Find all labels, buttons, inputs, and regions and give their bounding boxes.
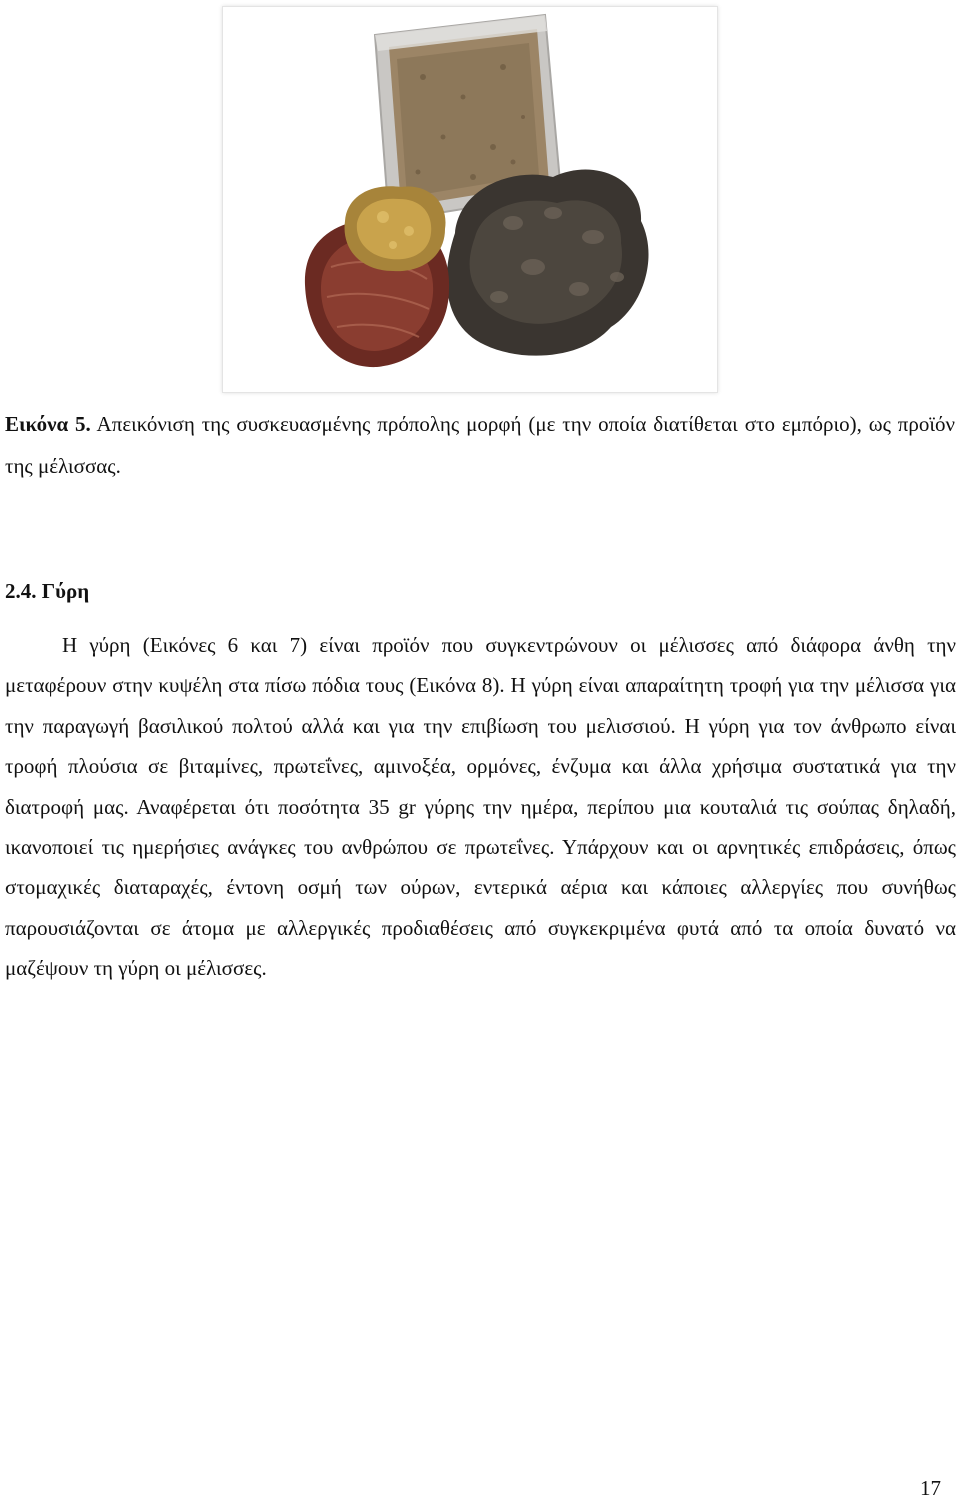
caption-text: Απεικόνιση της συσκευασμένης πρόπολης μορφή (με την οποία διατίθεται στο εμπόριο), ως προϊόν της μέλισσας. [5,412,956,478]
section-title: Γύρη [41,579,90,603]
body-paragraph: Η γύρη (Εικόνες 6 και 7) είναι προϊόν που συγκεντρώνουν οι μέλισσες από διάφορα άνθη την μεταφέρουν στην κυψέλη στα πίσω πόδια τους (Εικόνα 8). Η γύρη είναι απαραίτητη τροφή για την μέλισσα για την παραγωγή βασιλικού πολτού αλλά και για την επιβίωση του μελισσιού. Η γύρη για τον άνθρωπο είναι τροφή πλούσια σε βιταμίνες, πρωτεΐνες, αμινοξέα, ορμόνες, ένζυμα και άλλα χρήσιμα συστατικά για την διατροφή μας. Αναφέρεται ότι ποσότητα 35 gr γύρης την ημέρα, περίπου μια κουταλιά τις σούπας δηλαδή, ικανοποιεί τις ημερήσιες ανάγκες του ανθρώπου σε πρωτεΐνες. Υπάρχουν και οι αρνητικές επιδράσεις, όπως στομαχικές διαταραχές, έντονη οσμή των ούρων, εντερικά αέρια και κάποιες αλλεργίες που συνήθως παρουσιάζονται σε άτομα με αλλεργικές προδιαθέσεις από συγκεκριμένα φυτά από τα οποία δυνατό να μαζέψουν τη γύρη οι μέλισσες. [5,633,956,981]
propolis-illustration [223,7,717,392]
propolis-figure [222,6,718,393]
dark-propolis-lump [447,170,649,356]
section-number: 2.4. [5,579,37,603]
yellow-propolis-piece [345,186,446,271]
caption-label: Εικόνα 5. [5,412,91,436]
figure-caption [5,403,955,487]
section-heading [5,570,89,612]
page-number: 17 [920,1476,941,1500]
